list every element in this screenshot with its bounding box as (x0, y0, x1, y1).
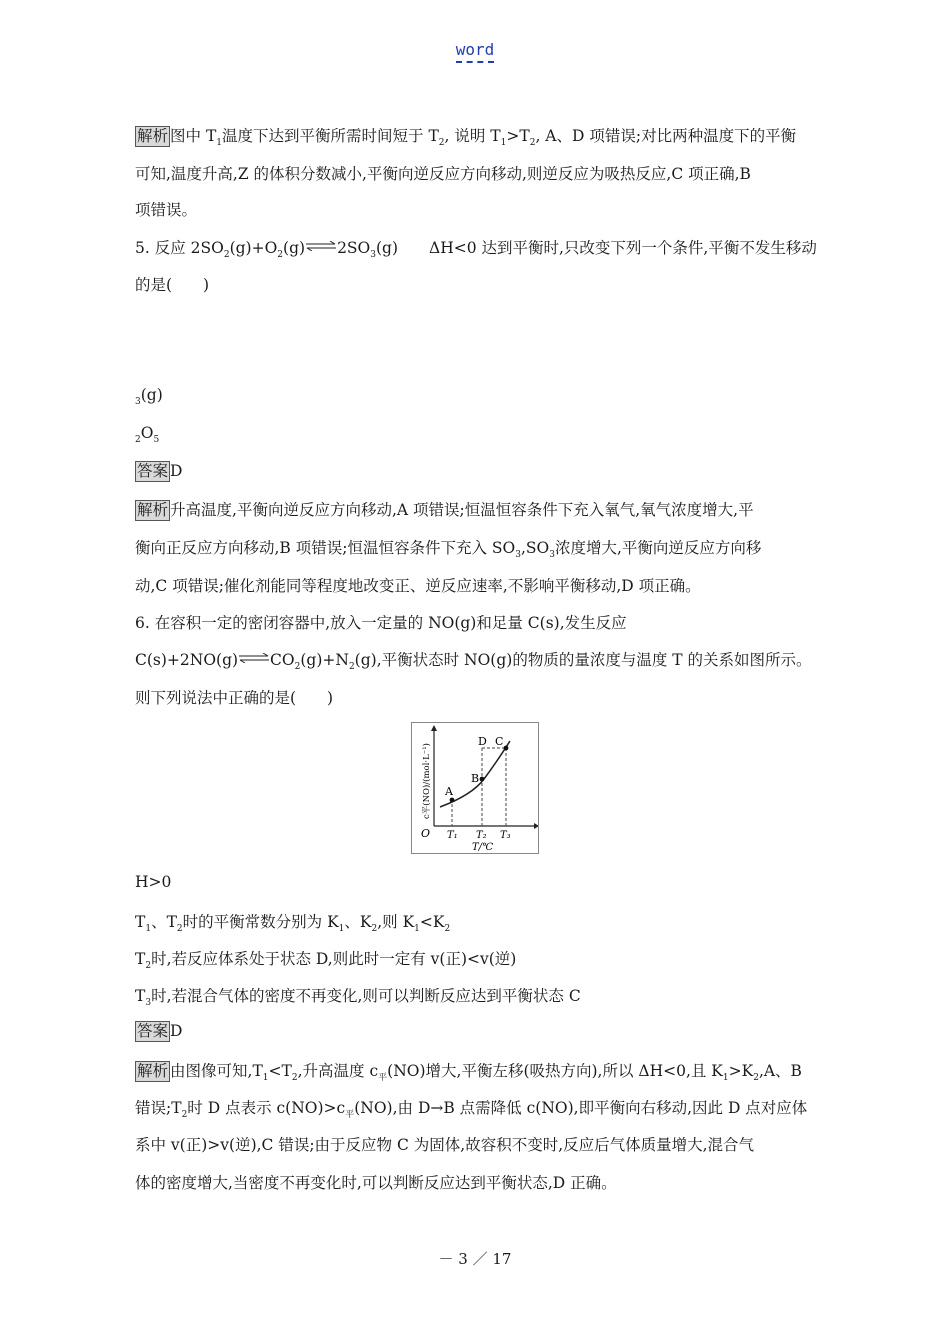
text: 衡向正反应方向移动,B 项错误;恒温恒容条件下充入 SO (135, 539, 516, 557)
subscript: 5 (153, 435, 160, 445)
subscript: 3 (549, 550, 555, 560)
q6-stem-line2 (135, 648, 812, 670)
tick-t2: T₂ (476, 830, 487, 841)
figure-graphic (412, 723, 538, 853)
text: 温度下达到平衡所需时间短于 T (222, 127, 439, 145)
label-b: B (471, 772, 480, 785)
subscript: 1 (414, 924, 420, 934)
text: (g)+N (300, 651, 349, 669)
text: C(s)+2NO(g) (135, 651, 239, 669)
text: ,A、B (758, 1062, 802, 1080)
text: (NO),由 D→B 点需降低 c(NO),即平衡向右移动,因此 D 点对应体 (354, 1099, 808, 1117)
text: 、T (151, 913, 177, 931)
subscript: 1 (500, 138, 507, 148)
text: (g) (283, 239, 306, 257)
q6-option-c (135, 947, 516, 969)
q4-analysis-line2: 可知,温度升高,Z 的体积分数减小,平衡向逆反应方向移动,则逆反应为吸热反应,C 项正确,B (135, 165, 751, 183)
q4-analysis-line3: 项错误。 (135, 201, 198, 219)
q5-analysis-line3: 动,C 项错误;催化剂能同等程度地改变正、逆反应速率,不影响平衡移动,D 项正确。 (135, 577, 701, 595)
label-d: D (478, 735, 487, 748)
subscript: 2 (294, 662, 301, 672)
text: ,SO (520, 539, 550, 557)
text: >K (728, 1062, 754, 1080)
subscript: 2 (438, 138, 445, 148)
text: CO (270, 651, 295, 669)
text: O (140, 424, 154, 442)
q6-stem-line3: 则下列说法中正确的是( ) (135, 689, 334, 707)
subscript: 3 (370, 250, 376, 260)
q6-analysis-line1 (135, 1059, 802, 1082)
text: (g),平衡状态时 NO(g)的物质的量浓度与温度 T 的关系如图所示。 (354, 651, 812, 669)
q6-analysis-line2 (135, 1096, 807, 1118)
q4-analysis-line1 (135, 124, 796, 147)
page-header (0, 40, 950, 59)
subscript: 2 (181, 1110, 188, 1120)
subscript: 2 (176, 924, 183, 934)
answer-value: D (170, 1022, 183, 1040)
equilibrium-arrow-icon (305, 241, 337, 251)
q6-analysis-line3: 系中 v(正)>v(逆),C 错误;由于反应物 C 为固体,故容积不变时,反应后气体质量增大,混合气 (135, 1136, 755, 1154)
x-axis-label: T/℃ (472, 842, 494, 853)
label-c: C (495, 735, 504, 748)
text: 错误;T (135, 1099, 182, 1117)
point-b (480, 777, 485, 782)
text: 时,若反应体系处于状态 D,则此时一定有 v(正)<v(逆) (151, 950, 517, 968)
analysis-tag: 解析 (137, 127, 169, 145)
header-title: word (456, 40, 495, 63)
text: >T (506, 127, 530, 145)
q5-analysis-line2 (135, 536, 761, 558)
q5-fragment-2 (135, 424, 160, 445)
answer-tag: 答案 (137, 1022, 169, 1040)
subscript: 2 (145, 961, 152, 971)
subscript: 2 (529, 138, 536, 148)
text: 5. 反应 2SO (135, 239, 224, 257)
q6-option-d (135, 984, 581, 1006)
text: 图中 T (170, 127, 217, 145)
concentration-temperature-figure (411, 722, 539, 854)
text: T (135, 987, 146, 1005)
analysis-tag: 解析 (137, 1062, 169, 1080)
label-a: A (445, 785, 453, 798)
text: 时,若混合气体的密度不再变化,则可以判断反应达到平衡状态 C (151, 987, 581, 1005)
text: ,则 K (377, 913, 415, 931)
text: 时的平衡常数分别为 K (182, 913, 339, 931)
text: 2SO (337, 239, 371, 257)
q6-answer (135, 1021, 182, 1042)
subscript: 2 (277, 250, 284, 260)
text: (g) ΔH<0 达到平衡时,只改变下列一个条件,平衡不发生移动 (375, 239, 817, 257)
text: 时 D 点表示 c(NO)>c (187, 1099, 346, 1117)
text: T (135, 950, 146, 968)
subscript: 1 (722, 1073, 729, 1083)
subscript: 2 (135, 435, 141, 445)
text: (NO)增大,平衡左移(吸热方向),所以 ΔH<0,且 K (387, 1062, 723, 1080)
text: (g) (140, 386, 163, 404)
q5-fragment-1 (135, 386, 163, 407)
q5-stem-line1 (135, 236, 817, 258)
text: ,升高温度 c (297, 1062, 379, 1080)
text: (g)+O (229, 239, 278, 257)
analysis-tag: 解析 (137, 501, 169, 519)
subscript: 平 (378, 1073, 388, 1083)
text: 由图像可知,T (170, 1062, 263, 1080)
text: <K (419, 913, 445, 931)
q5-answer (135, 461, 182, 482)
tick-t3: T₃ (500, 830, 511, 841)
text: 浓度增大,平衡向逆反应方向移 (554, 539, 762, 557)
subscript: 2 (291, 1073, 298, 1083)
subscript: 平 (345, 1110, 355, 1120)
subscript: 3 (135, 397, 141, 407)
q6-option-a: H>0 (135, 873, 172, 891)
q5-stem-line2: 的是( ) (135, 276, 210, 294)
text: <T (268, 1062, 292, 1080)
subscript: 2 (371, 924, 378, 934)
y-axis-label: c平(NO)/(mol·L⁻¹) (422, 743, 432, 819)
subscript: 2 (753, 1073, 759, 1083)
subscript: 1 (338, 924, 345, 934)
page-number: － 3 ／ 17 (438, 1250, 512, 1268)
q6-option-b (135, 910, 450, 932)
text: T (135, 913, 146, 931)
answer-tag: 答案 (137, 462, 169, 480)
tick-t1: T₁ (447, 830, 458, 841)
q5-analysis-line1 (135, 498, 754, 521)
origin-label: O (421, 827, 431, 840)
subscript: 1 (216, 138, 223, 148)
q6-analysis-line4: 体的密度增大,当密度不再变化时,可以判断反应达到平衡状态,D 正确。 (135, 1174, 617, 1192)
point-a (450, 798, 455, 803)
text: 升高温度,平衡向逆反应方向移动,A 项错误;恒温恒容条件下充入氧气,氧气浓度增大,平 (170, 501, 754, 519)
subscript: 1 (145, 924, 152, 934)
q6-stem-line1: 6. 在容积一定的密闭容器中,放入一定量的 NO(g)和足量 C(s),发生反应 (135, 614, 627, 632)
subscript: 3 (145, 998, 152, 1008)
point-c (504, 746, 509, 751)
subscript: 3 (515, 550, 521, 560)
text: , A、D 项错误;对比两种温度下的平衡 (535, 127, 797, 145)
subscript: 2 (223, 250, 230, 260)
answer-value: D (170, 462, 183, 480)
text: , 说明 T (444, 127, 501, 145)
equilibrium-arrow-icon (238, 653, 270, 663)
text: 、K (344, 913, 372, 931)
y-axis-arrow-icon (431, 725, 437, 731)
subscript: 2 (348, 662, 355, 672)
subscript: 2 (444, 924, 451, 934)
x-axis-arrow-icon (534, 823, 538, 829)
subscript: 1 (262, 1073, 269, 1083)
